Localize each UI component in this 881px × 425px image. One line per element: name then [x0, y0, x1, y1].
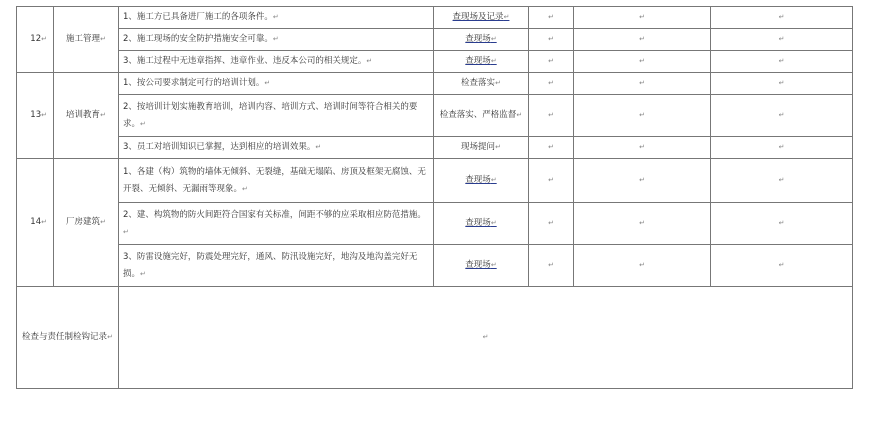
requirement-cell: 3、施工过程中无违章指挥、违章作业、违反本公司的相关规定。↵	[119, 51, 434, 73]
section-category-cell: 培训教育↵	[54, 73, 119, 159]
remark-cell[interactable]: ↵	[711, 7, 853, 29]
table-row	[17, 245, 853, 287]
requirement-cell: 1、施工方已具备进厂施工的各项条件。↵	[119, 7, 434, 29]
table-row	[17, 159, 853, 203]
table-row	[17, 51, 853, 73]
requirement-cell: 2、施工现场的安全防护措施安全可靠。↵	[119, 29, 434, 51]
requirement-cell: 2、按培训计划实施教育培训，培训内容、培训方式、培训时间等符合相关的要求。↵	[119, 95, 434, 137]
remark-cell[interactable]: ↵	[711, 203, 853, 245]
remark-cell[interactable]: ↵	[711, 73, 853, 95]
result-cell[interactable]: ↵	[529, 159, 574, 203]
finding-cell[interactable]: ↵	[574, 95, 711, 137]
method-cell: 查现场↵	[434, 203, 529, 245]
method-cell: 查现场↵	[434, 159, 529, 203]
remark-cell[interactable]: ↵	[711, 95, 853, 137]
method-cell: 查现场↵	[434, 245, 529, 287]
requirement-cell: 2、建、构筑物的防火间距符合国家有关标准，间距不够的应采取相应防范措施。↵	[119, 203, 434, 245]
requirement-cell: 3、防雷设施完好，防震处理完好，通风、防汛设施完好，地沟及地沟盖完好无损。↵	[119, 245, 434, 287]
table-row	[17, 29, 853, 51]
table-row	[17, 203, 853, 245]
finding-cell[interactable]: ↵	[574, 73, 711, 95]
finding-cell[interactable]: ↵	[574, 203, 711, 245]
requirement-cell: 1、按公司要求制定可行的培训计划。↵	[119, 73, 434, 95]
result-cell[interactable]: ↵	[529, 7, 574, 29]
result-cell[interactable]: ↵	[529, 51, 574, 73]
section-number-cell: 14↵	[17, 159, 54, 287]
remark-cell[interactable]: ↵	[711, 245, 853, 287]
section-category-cell: 厂房建筑↵	[54, 159, 119, 287]
table-row	[17, 137, 853, 159]
result-cell[interactable]: ↵	[529, 73, 574, 95]
table-row	[17, 95, 853, 137]
inspection-table	[16, 6, 853, 389]
section-number-cell: 13↵	[17, 73, 54, 159]
summary-row	[17, 287, 853, 389]
method-cell: 检查落实↵	[434, 73, 529, 95]
result-cell[interactable]: ↵	[529, 95, 574, 137]
finding-cell[interactable]: ↵	[574, 29, 711, 51]
finding-cell[interactable]: ↵	[574, 51, 711, 73]
table-row	[17, 73, 853, 95]
finding-cell[interactable]: ↵	[574, 245, 711, 287]
finding-cell[interactable]: ↵	[574, 7, 711, 29]
method-cell: 查现场及记录↵	[434, 7, 529, 29]
remark-cell[interactable]: ↵	[711, 159, 853, 203]
method-cell: 查现场↵	[434, 29, 529, 51]
requirement-cell: 3、员工对培训知识已掌握，达到相应的培训效果。↵	[119, 137, 434, 159]
requirement-cell: 1、各建（构）筑物的墙体无倾斜、无裂缝，基础无塌陷、房顶及框架无腐蚀、无开裂、无倾斜、无漏雨等现象。↵	[119, 159, 434, 203]
finding-cell[interactable]: ↵	[574, 159, 711, 203]
inspection-table-sheet	[16, 6, 852, 408]
method-cell: 检查落实、严格监督↵	[434, 95, 529, 137]
remark-cell[interactable]: ↵	[711, 29, 853, 51]
section-category-cell: 施工管理↵	[54, 7, 119, 73]
finding-cell[interactable]: ↵	[574, 137, 711, 159]
remark-cell[interactable]: ↵	[711, 51, 853, 73]
summary-label-cell: 检查与责任制检钩记录↵	[17, 287, 119, 389]
summary-record-area[interactable]: ↵	[119, 287, 853, 389]
method-cell: 查现场↵	[434, 51, 529, 73]
remark-cell[interactable]: ↵	[711, 137, 853, 159]
result-cell[interactable]: ↵	[529, 29, 574, 51]
section-number-cell: 12↵	[17, 7, 54, 73]
method-cell: 现场提问↵	[434, 137, 529, 159]
table-row	[17, 7, 853, 29]
result-cell[interactable]: ↵	[529, 137, 574, 159]
result-cell[interactable]: ↵	[529, 203, 574, 245]
result-cell[interactable]: ↵	[529, 245, 574, 287]
